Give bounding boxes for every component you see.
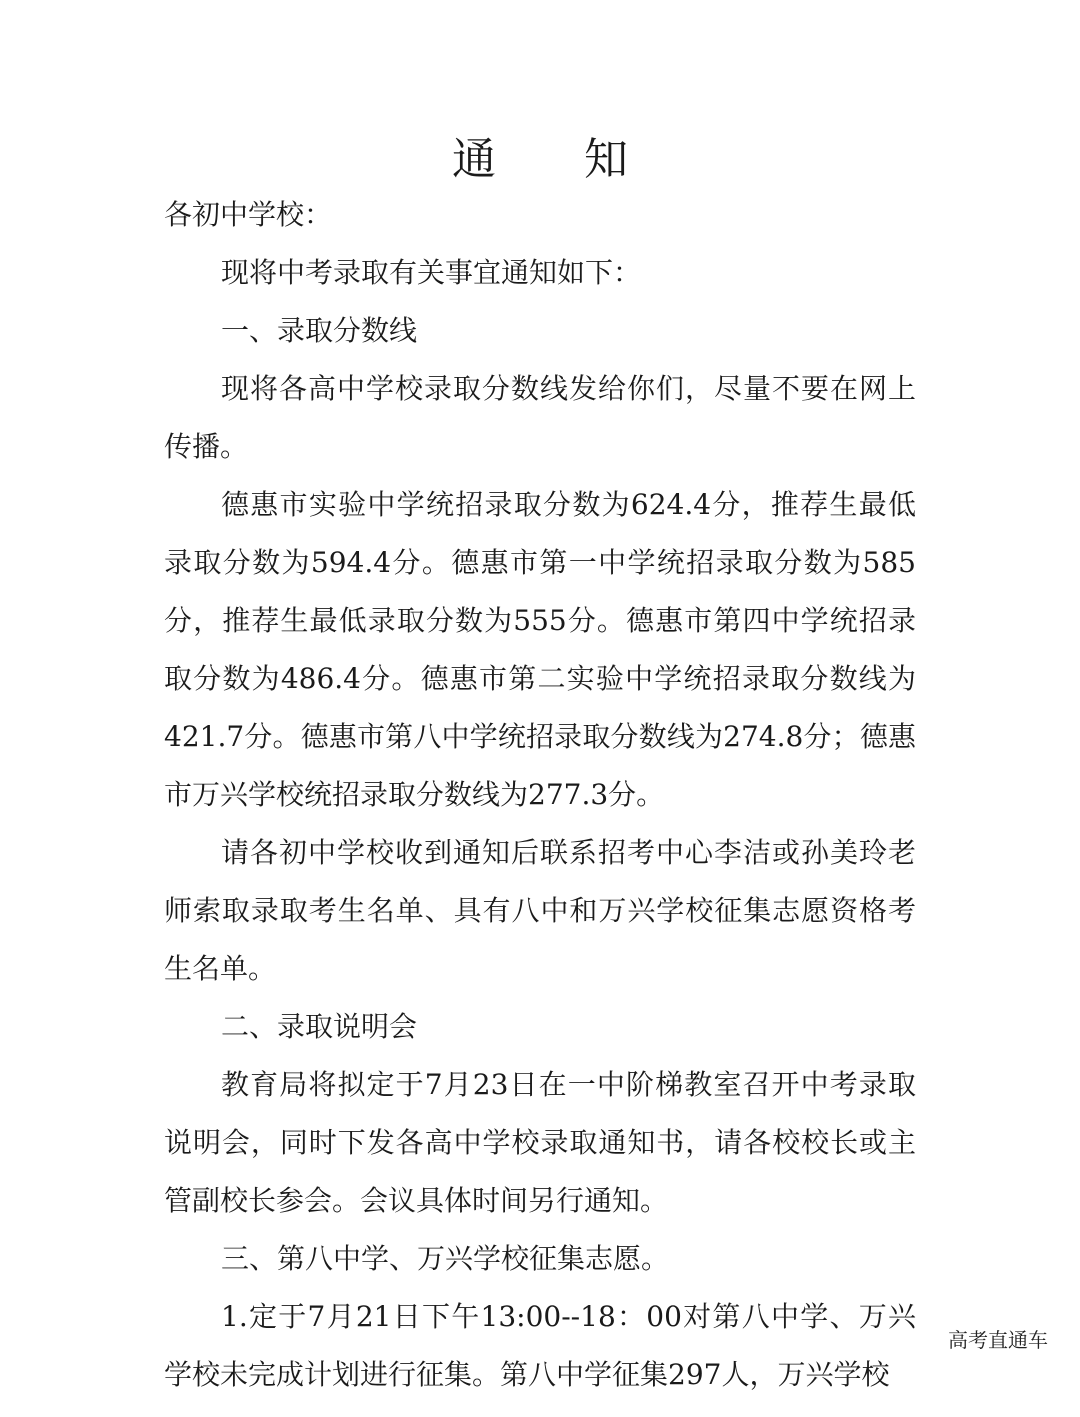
paragraph-meeting: 教育局将拟定于7月23日在一中阶梯教室召开中考录取说明会，同时下发各高中学校录取通知书，请各校校长或主管副校长参会。会议具体时间另行通知。 xyxy=(164,1068,916,1217)
paragraph-distribution-note: 现将各高中学校录取分数线发给你们，尽量不要在网上传播。 xyxy=(164,372,916,463)
section-heading-3: 三、第八中学、万兴学校征集志愿。 xyxy=(221,1242,670,1275)
intro-paragraph: 现将中考录取有关事宜通知如下： xyxy=(221,256,642,289)
salutation: 各初中学校： xyxy=(164,198,333,231)
watermark: 高考直通车 xyxy=(944,1322,1052,1355)
section-heading-2: 二、录取说明会 xyxy=(221,1010,418,1043)
document-body xyxy=(164,186,916,1404)
paragraph-collection: 1.定于7月21日下午13:00--18：00对第八中学、万兴学校未完成计划进行征集。第八中学征集297人，万兴学校 xyxy=(164,1300,916,1391)
paragraph-score-lines: 德惠市实验中学统招录取分数为624.4分，推荐生最低录取分数为594.4分。德惠市第一中学统招录取分数为585分，推荐生最低录取分数为555分。德惠市第四中学统招录取分数为486.4分。德惠市第二实验中学统招录取分数线为421.7分。德惠市第八中学统招录取分数线为274.8分；德惠市万兴学校统招录取分数线为277.3分。 xyxy=(164,488,916,811)
document-title: 通知 xyxy=(452,134,716,185)
section-heading-1: 一、录取分数线 xyxy=(221,314,418,347)
paragraph-contact: 请各初中学校收到通知后联系招考中心李洁或孙美玲老师索取录取考生名单、具有八中和万兴学校征集志愿资格考生名单。 xyxy=(164,836,916,985)
